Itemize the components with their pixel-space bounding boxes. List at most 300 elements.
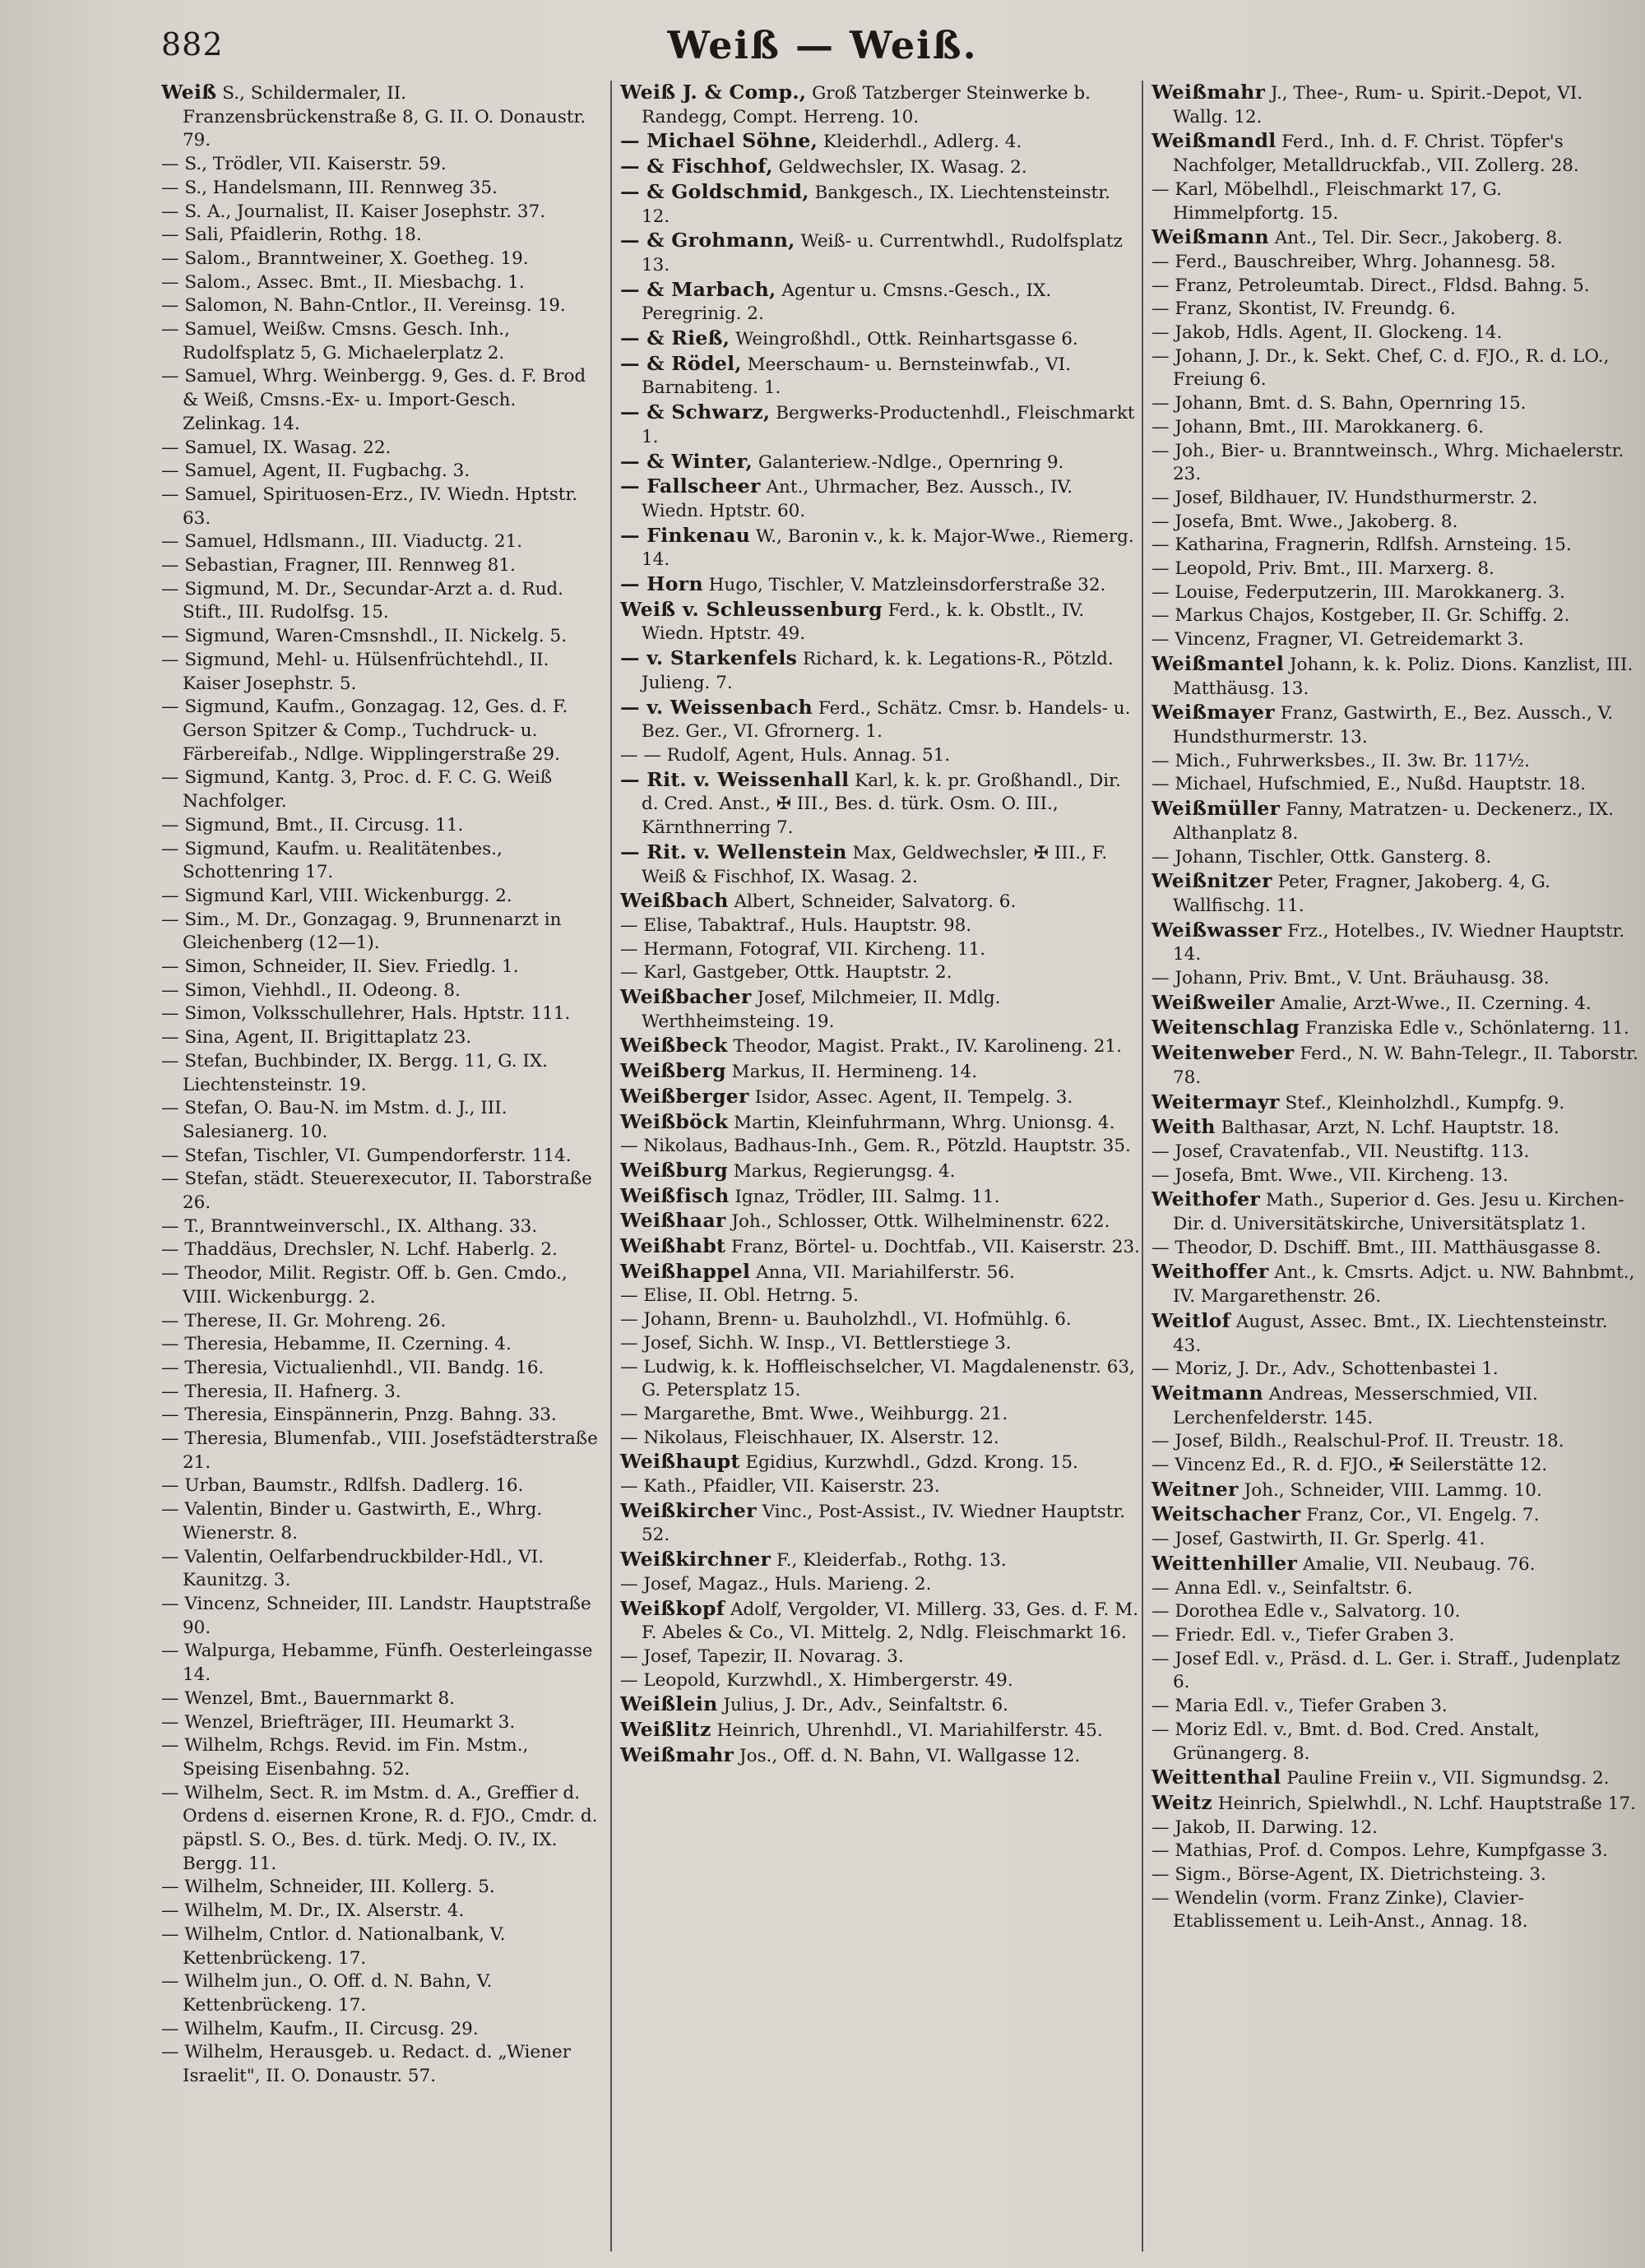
entry-details: Galanteriew.-Ndlge., Opernring 9. [753,451,1064,473]
entry-surname: — Fallscheer [620,474,761,498]
entry-details: Weingroßhdl., Ottk. Reinhartsgasse 6. [730,329,1078,350]
entry-details: — Jakob, II. Darwing. 12. [1152,1817,1378,1838]
directory-entry [161,1215,602,1239]
entry-details: Karl, k. k. pr. Großhandl., Dir. d. Cred. Anst., ✠ III., Bes. d. türk. Osm. O. III., Kärnthnerring 7. [642,770,1121,839]
directory-entry [161,1097,602,1144]
entry-details: — Wilhelm, Cntlor. d. Nationalbank, V. Kettenbrückeng. 17. [161,1923,506,1969]
directory-entry [161,201,602,224]
entry-details: — Dorothea Edle v., Salvatorg. 10. [1152,1601,1461,1622]
entry-surname: Weißmann [1152,225,1269,249]
entry-details: — Wilhelm, Herausgeb. u. Redact. d. „Wiener Israelit", II. O. Donaustr. 57. [161,2042,572,2087]
entry-details: Agentur u. Cmsns.-Gesch., IX. Peregrinig. 2. [642,280,1052,325]
entry-details: — Sali, Pfaidlerin, Rothg. 18. [161,224,422,246]
entry-details: Kleiderhdl., Adlerg. 4. [818,132,1022,153]
entry-surname: — & Goldschmid, [620,179,809,203]
entry-surname: Weißmayer [1152,701,1275,724]
entry-details: — Sigm., Börse-Agent, IX. Dietrichsteing. 3. [1152,1864,1546,1886]
entry-details: — Wilhelm, Schneider, III. Kollerg. 5. [161,1877,495,1898]
entry-details: — Sigmund, Mehl- u. Hülsenfrüchtehdl., II. Kaiser Josephstr. 5. [161,649,549,694]
directory-entry [620,1110,1140,1136]
entry-details: — T., Branntweinverschl., IX. Althang. 33. [161,1215,538,1237]
entry-details: — Markus Chajos, Kostgeber, II. Gr. Schiffg. 2. [1152,605,1570,627]
entry-details: Theodor, Magist. Prakt., IV. Karolineng. 21. [727,1036,1122,1058]
directory-entry [1152,1358,1638,1382]
directory-entry [161,885,602,909]
entry-details: — Josef, Bildhauer, IV. Hundsthurmerstr. 2. [1152,487,1538,508]
directory-entry [620,1209,1140,1234]
directory-entry [1152,225,1638,251]
directory-entry [1152,1260,1638,1308]
entry-details: — Elise, Tabaktraf., Huls. Hauptstr. 98. [620,914,972,936]
directory-entry [620,155,1140,180]
entry-details: — Sigmund, M. Dr., Secundar-Arzt a. d. Rud. Stift., III. Rudolfsg. 15. [161,578,564,623]
entry-surname: Weißlein [620,1692,718,1716]
entry-details: — Ferd., Bauschreiber, Whrg. Johannesg. 58. [1152,251,1556,272]
directory-entry [620,1308,1140,1332]
entry-details: — Samuel, Agent, II. Fugbachg. 3. [161,461,470,482]
directory-entry [1152,392,1638,416]
entry-surname: — v. Weissenbach [620,695,813,719]
entry-surname: Weitschacher [1152,1502,1301,1526]
entry-surname: Weißburg [620,1158,728,1182]
entry-details: — Sigmund, Waren-Cmsnshdl., II. Nickelg. 5. [161,626,568,647]
entry-details: — Josef, Tapezir, II. Novarag. 3. [620,1646,904,1667]
directory-entry [1152,1887,1638,1934]
entry-details: Amalie, VII. Neubaug. 76. [1297,1553,1536,1575]
entry-surname: Weißbacher [620,985,752,1009]
directory-entry [620,938,1140,962]
entry-details: Ferd., N. W. Bahn-Telegr., II. Taborstr. 78. [1173,1044,1638,1088]
entry-details: — Simon, Volksschullehrer, Hals. Hptstr. 111. [161,1003,571,1025]
entry-details: — Samuel, Spirituosen-Erz., IV. Wiedn. Hptstr. 63. [161,484,578,529]
entry-details: — Salom., Branntweiner, X. Goetheg. 19. [161,248,529,269]
entry-surname: Weitlof [1152,1308,1231,1332]
entry-details: — Margarethe, Bmt. Wwe., Weihburgg. 21. [620,1403,1008,1424]
entry-details: — Theresia, Hebamme, II. Czerning. 4. [161,1334,512,1355]
entry-details: — Samuel, Weißw. Cmsns. Gesch. Inh., Rudolfsplatz 5, G. Michaelerplatz 2. [161,319,510,363]
entry-details: — Stefan, städt. Steuerexecutor, II. Taborstraße 26. [161,1169,592,1214]
directory-entry [161,1640,602,1687]
directory-entry [161,1474,602,1498]
directory-entry [161,318,602,365]
entry-details: — Valentin, Oelfarbendruckbilder-Hdl., VI. Kaunitzg. 3. [161,1546,544,1591]
entry-details: Frz., Hotelbes., IV. Wiedner Hauptstr. 14. [1173,920,1625,965]
entry-surname: Weiß v. Schleussenburg [620,597,883,621]
directory-entry [161,696,602,766]
directory-entry [161,2041,602,2088]
directory-entry [161,1262,602,1309]
directory-entry [1152,178,1638,225]
directory-entry [620,1475,1140,1499]
directory-entry [620,1573,1140,1597]
entry-details: Markus, II. Hermineng. 14. [725,1062,978,1083]
entry-surname: Weißmüller [1152,797,1281,821]
directory-entry [1152,345,1638,392]
entry-surname: Weißberg [620,1059,726,1083]
directory-entry [620,840,1140,889]
entry-surname: — & Rödel, [620,351,742,375]
directory-entry [620,646,1140,695]
entry-surname: Weißmantel [1152,651,1285,675]
entry-surname: Weith [1152,1115,1216,1139]
entry-details: — Sigmund, Kantg. 3, Proc. d. F. C. G. Weiß Nachfolger. [161,767,553,812]
column-middle [610,81,1140,2252]
entry-details: — Theresia, Einspännerin, Pnzg. Bahng. 33. [161,1405,557,1426]
entry-surname: — & Winter, [620,449,753,473]
directory-entry [620,1597,1140,1645]
directory-entry [1152,1430,1638,1454]
directory-entry [620,1356,1140,1403]
entry-details: — Simon, Viehhdl., II. Odeong. 8. [161,979,461,1001]
directory-entry [161,1711,602,1735]
directory-entry [1152,1090,1638,1116]
entry-details: Josef, Milchmeier, II. Mdlg. Werthheimsteing. 19. [642,988,1001,1032]
directory-entry [1152,1766,1638,1791]
directory-entry [620,400,1140,449]
directory-entry [161,1876,602,1900]
directory-entry [161,1404,602,1428]
directory-entry [161,248,602,271]
entry-surname: Weißhabt [620,1234,726,1258]
directory-entry [1152,1382,1638,1430]
entry-details: — Franz, Skontist, IV. Freundg. 6. [1152,299,1456,320]
entry-surname: Weißhappel [620,1259,751,1283]
directory-entry [620,985,1140,1034]
entry-details: — Wilhelm, M. Dr., IX. Alserstr. 4. [161,1900,465,1922]
directory-entry [1152,1577,1638,1601]
directory-entry [620,1159,1140,1184]
directory-entry [1152,750,1638,774]
entry-surname: Weißkirchner [620,1548,772,1571]
entry-details: — Josef Edl. v., Präsd. d. L. Ger. i. Straff., Judenplatz 6. [1152,1648,1620,1693]
entry-details: — Louise, Federputzerin, III. Marokkanerg. 3. [1152,581,1565,603]
entry-details: Max, Geldwechsler, ✠ III., F. Weiß & Fischhof, IX. Wasag. 2. [642,842,1108,887]
entry-details: — Johann, Bmt. d. S. Bahn, Opernring 15. [1152,393,1527,414]
entry-details: — Sigmund, Kaufm., Gonzagag. 12, Ges. d. F. Gerson Spitzer & Comp., Tuchdruck- u. Färbereifab., Ndlge. Wipplingerstraße 29. [161,697,568,765]
entry-surname: — v. Starkenfels [620,646,798,670]
entry-details: — Valentin, Binder u. Gastwirth, E., Whrg. Wienerstr. 8. [161,1499,543,1544]
entry-details: F., Kleiderfab., Rothg. 13. [771,1550,1007,1571]
directory-entry [1152,1478,1638,1503]
directory-entry [161,1593,602,1640]
entry-details: Markus, Regierungsg. 4. [727,1160,956,1182]
entry-surname: Weißnitzer [1152,869,1272,893]
entry-surname: Weißmahr [1152,81,1266,104]
entry-surname: Weißbach [620,889,729,913]
entry-details: Stef., Kleinholzhdl., Kumpfg. 9. [1279,1092,1565,1113]
entry-surname: Weitenweber [1152,1041,1295,1065]
directory-entry [161,814,602,838]
directory-entry [161,649,602,696]
directory-entry [161,838,602,885]
page-number: 882 [161,26,224,62]
entry-details: — Wilhelm jun., O. Off. d. N. Bahn, V. Kettenbrückeng. 17. [161,1971,493,2016]
entry-details: — Wilhelm, Rchgs. Revid. im Fin. Mstm., Speising Eisenbahng. 52. [161,1735,529,1780]
entry-details: Isidor, Assec. Agent, II. Tempelg. 3. [748,1086,1073,1108]
entry-details: Hugo, Tischler, V. Matzleinsdorferstraße 32. [702,575,1106,596]
directory-entry [1152,251,1638,275]
entry-details: — Theresia, Blumenfab., VIII. Josefstädterstraße 21. [161,1428,598,1473]
entry-details: Ignaz, Trödler, III. Salmg. 11. [729,1186,1000,1207]
entry-surname: — & Grohmann, [620,229,795,252]
entry-details: — Sebastian, Fragner, III. Rennweg 81. [161,555,516,576]
entry-details: — Kath., Pfaidler, VII. Kaiserstr. 23. [620,1476,940,1497]
entry-details: — Nikolaus, Badhaus-Inh., Gem. R., Pötzld. Hauptstr. 35. [620,1136,1131,1157]
entry-details: — Anna Edl. v., Seinfaltstr. 6. [1152,1577,1413,1599]
directory-entry [620,352,1140,400]
entry-details: — Simon, Schneider, II. Siev. Friedlg. 1. [161,956,519,978]
directory-entry [1152,129,1638,178]
entry-details: — Samuel, Whrg. Weinbergg. 9, Ges. d. F. Brod & Weiß, Cmsns.-Ex- u. Import-Gesch. Zelinkag. 14. [161,366,586,434]
directory-entry [620,1059,1140,1085]
entry-details: — Friedr. Edl. v., Tiefer Graben 3. [1152,1625,1455,1645]
directory-entry [1152,1454,1638,1478]
entry-details: — Mich., Fuhrwerksbes., II. 3w. Br. 117½. [1152,750,1530,771]
entry-surname: Weitermayr [1152,1090,1280,1113]
directory-entry [620,1034,1140,1059]
entry-details: — Wilhelm, Kaufm., II. Circusg. 29. [161,2018,479,2039]
directory-entry [1152,1309,1638,1358]
entry-details: Bankgesch., IX. Liechtensteinstr. 12. [642,182,1110,227]
entry-details: S., Schildermaler, II. Franzensbrückenstraße 8, G. II. O. Donaustr. 79. [183,83,586,151]
entry-surname: — Finkenau [620,523,751,547]
entry-surname: Weißkopf [620,1596,725,1620]
directory-entry [161,1050,602,1097]
entry-details: — Leopold, Kurzwhdl., X. Himbergerstr. 49. [620,1669,1013,1691]
entry-details: Joh., Schlosser, Ottk. Wilhelminenstr. 622. [725,1211,1110,1233]
directory-entry [161,1546,602,1593]
directory-entry [620,450,1140,475]
entry-details: Bergwerks-Productenhdl., Fleischmarkt 1. [642,403,1135,447]
entry-details: — Theresia, Victualienhdl., VII. Bandg. 16. [161,1357,544,1378]
column-right [1142,81,1638,2252]
directory-entry [620,1427,1140,1451]
entry-details: — Josef, Magaz., Huls. Marieng. 2. [620,1573,932,1595]
page-header [0,15,1645,81]
entry-details: — Sigmund, Bmt., II. Circusg. 11. [161,814,464,835]
entry-surname: Weitz [1152,1790,1213,1814]
entry-details: — Moriz, J. Dr., Adv., Schottenbastei 1. [1152,1358,1499,1380]
entry-details: Geldwechsler, IX. Wasag. 2. [772,157,1027,178]
entry-surname: Weitmann [1152,1381,1263,1405]
directory-entry [620,914,1140,938]
directory-entry [161,625,602,649]
entry-details: — Josefa, Bmt. Wwe., Jakoberg. 8. [1152,511,1458,532]
directory-entry [1152,581,1638,605]
entry-surname: Weißmandl [1152,129,1277,153]
entry-surname: — Horn [620,572,703,596]
directory-entry [1152,275,1638,299]
directory-entry [620,889,1140,914]
directory-entry [1152,1237,1638,1261]
entry-details: Ant., k. Cmsrts. Adjct. u. NW. Bahnbmt., IV. Margarethenstr. 26. [1173,1262,1635,1308]
directory-entry [620,524,1140,572]
directory-entry [620,1548,1140,1573]
directory-entry [161,1381,602,1405]
directory-entry [620,1718,1140,1743]
directory-entry [1152,440,1638,487]
entry-details: Ferd., k. k. Obstlt., IV. Wiedn. Hptstr. 49. [642,599,1085,645]
entry-details: — Karl, Möbelhdl., Fleischmarkt 17, G. Himmelpfortg. 15. [1152,178,1502,224]
entry-details: — Wilhelm, Sect. R. im Mstm. d. A., Greffier d. Ordens d. eisernen Krone, R. d. FJO., Cmdr. d. päpstl. S. O., Bes. d. türk. Medj. O. IV., IX. Bergg. 11. [161,1782,598,1874]
entry-details: Joh., Schneider, VIII. Lammg. 10. [1238,1479,1542,1501]
directory-entry [161,484,602,530]
directory-entry [161,554,602,578]
entry-details: Ferd., Inh. d. F. Christ. Töpfer's Nachfolger, Metalldruckfab., VII. Zollerg. 28. [1173,132,1579,177]
entry-details: Johann, k. k. Poliz. Dions. Kanzlist, III. Matthäusg. 13. [1173,654,1633,699]
entry-surname: — & Marbach, [620,277,776,301]
directory-entry [161,1357,602,1381]
entry-details: — Salomon, N. Bahn-Cntlor., II. Vereinsg. 19. [161,295,566,317]
entry-surname: Weißhaar [620,1209,726,1233]
entry-details: — Wendelin (vorm. Franz Zinke), Clavier-Etablissement u. Leih-Anst., Annag. 18. [1152,1887,1528,1932]
entry-surname: — & Schwarz, [620,400,771,424]
entry-surname: — Michael Söhne, [620,129,818,153]
entry-surname: Weißhaupt [620,1450,740,1474]
entry-details: Richard, k. k. Legations-R., Pötzld. Julieng. 7. [642,649,1114,693]
entry-details: — Ludwig, k. k. Hoffleischselcher, VI. Magdalenenstr. 63, G. Petersplatz 15. [620,1356,1135,1401]
directory-entry [161,1238,602,1262]
directory-entry [620,1645,1140,1669]
entry-surname: Weißbeck [620,1034,728,1058]
directory-entry [161,1923,602,1970]
directory-entry [1152,869,1638,918]
entry-details: — Michael, Hufschmied, E., Nußd. Hauptstr. 18. [1152,774,1587,795]
entry-details: — Stefan, Tischler, VI. Gumpendorferstr. 114. [161,1145,572,1166]
directory-entry [1152,487,1638,511]
entry-surname: Weithofer [1152,1187,1261,1211]
directory-entry [620,278,1140,326]
directory-entry [1152,1502,1638,1528]
directory-entry [1152,1817,1638,1840]
entry-details: — Theodor, D. Dschiff. Bmt., III. Matthäusgasse 8. [1152,1237,1601,1258]
entry-details: — Johann, Priv. Bmt., V. Unt. Bräuhausg. 38. [1152,968,1550,989]
directory-entry [161,2018,602,2042]
directory-entry [1152,652,1638,701]
directory-entry [620,229,1140,277]
entry-details: Balthasar, Arzt, N. Lchf. Hauptstr. 18. [1215,1118,1559,1139]
directory-entry [1152,1115,1638,1141]
directory-entry [620,1692,1140,1718]
entry-surname: Weißmahr [620,1743,734,1766]
directory-entry [620,961,1140,985]
entry-details: — Sigmund Karl, VIII. Wickenburgg. 2. [161,885,512,906]
entry-details: — Katharina, Fragnerin, Rdlfsh. Arnsteing. 15. [1152,535,1572,556]
directory-entry [161,271,602,295]
directory-entry [1152,1863,1638,1887]
directory-entry [1152,991,1638,1016]
directory-entry [620,326,1140,352]
entry-details: Pauline Freiin v., VII. Sigmundsg. 2. [1281,1768,1610,1789]
directory-entry [1152,701,1638,749]
directory-entry [161,460,602,484]
entry-details: — Johann, J. Dr., k. Sekt. Chef, C. d. FJO., R. d. LO., Freiung 6. [1152,345,1610,391]
entry-surname: — Rit. v. Weissenhall [620,767,850,791]
directory-entry [1152,1016,1638,1041]
directory-entry [620,1332,1140,1356]
entry-details: — Vincenz, Fragner, VI. Getreidemarkt 3. [1152,629,1524,650]
entry-details: — Josef, Sichh. W. Insp., VI. Bettlerstiege 3. [620,1332,1012,1354]
entry-details: August, Assec. Bmt., IX. Liechtensteinstr. 43. [1173,1311,1608,1356]
directory-entry [161,1310,602,1334]
directory-entry [161,956,602,979]
entry-details: — Sigmund, Kaufm. u. Realitätenbes., Schottenring 17. [161,838,503,883]
directory-entry [1152,773,1638,797]
entry-details: Ant., Uhrmacher, Bez. Aussch., IV. Wiedn. Hptstr. 60. [642,477,1073,521]
entry-details: — Josefa, Bmt. Wwe., VII. Kircheng. 13. [1152,1164,1508,1186]
entry-details: — Wenzel, Bmt., Bauernmarkt 8. [161,1687,455,1709]
directory-entry [620,768,1140,840]
directory-entry [161,1168,602,1215]
directory-entry [161,1428,602,1474]
entry-details: Egidius, Kurzwhdl., Gdzd. Krong. 15. [739,1452,1078,1474]
entry-details: — Urban, Baumstr., Rdlfsh. Dadlerg. 16. [161,1475,524,1497]
directory-entry [161,1970,602,2017]
entry-details: Franz, Börtel- u. Dochtfab., VII. Kaiserstr. 23. [725,1237,1140,1258]
entry-surname: Weittenhiller [1152,1551,1298,1575]
entry-surname: — Rit. v. Wellenstein [620,840,847,863]
entry-details: — Sim., M. Dr., Gonzagag. 9, Brunnenarzt in Gleichenberg (12—1). [161,909,562,954]
directory-entry [1152,628,1638,652]
directory-entry [1152,298,1638,322]
directory-entry [161,365,602,436]
directory-entry [1152,1141,1638,1164]
entry-details: — Stefan, Buchbinder, IX. Bergg. 11, G. IX. Liechtensteinstr. 19. [161,1050,549,1095]
entry-details: — Leopold, Priv. Bmt., III. Marxerg. 8. [1152,558,1494,580]
directory-entry [620,1450,1140,1475]
directory-entry [1152,1187,1638,1236]
entry-details: — Johann, Bmt., III. Marokkanerg. 6. [1152,416,1485,437]
entry-details: — Josef, Bildh., Realschul-Prof. II. Treustr. 18. [1152,1431,1564,1452]
directory-entry [1152,604,1638,628]
entry-details: — Johann, Brenn- u. Bauholzhdl., VI. Hofmühlg. 6. [620,1309,1072,1331]
entry-details: — S., Handelsmann, III. Rennweg 35. [161,177,498,198]
directory-entry [1152,416,1638,440]
entry-surname: Weißkircher [620,1498,757,1522]
directory-entry [620,744,1140,768]
entry-details: — Nikolaus, Fleischhauer, IX. Alserstr. 12. [620,1427,999,1448]
entry-details: — Jakob, Hdls. Agent, II. Glockeng. 14. [1152,322,1503,344]
entry-details: — Johann, Tischler, Ottk. Gansterg. 8. [1152,846,1492,868]
entry-surname: Weiß [161,81,217,104]
entry-details: — Vincenz, Schneider, III. Landstr. Hauptstraße 90. [161,1594,591,1638]
entry-details: Ant., Tel. Dir. Secr., Jakoberg. 8. [1268,228,1563,249]
directory-entry [1152,1624,1638,1648]
directory-entry [161,81,602,153]
directory-entry [1152,1528,1638,1552]
directory-entry [620,1085,1140,1110]
directory-entry [620,598,1140,646]
directory-entry [1152,1600,1638,1624]
entry-details: — Theresia, II. Hafnerg. 3. [161,1381,401,1402]
entry-details: Peter, Fragner, Jakoberg. 4, G. Wallfischg. 11. [1173,872,1550,916]
directory-entry [620,1499,1140,1548]
directory-entry [161,1900,602,1923]
entry-details: Franziska Edle v., Schönlaterng. 11. [1300,1018,1629,1039]
directory-entry [161,1782,602,1877]
directory-entry [161,766,602,813]
entry-details: Heinrich, Spielwhdl., N. Lchf. Hauptstraße 17. [1212,1793,1636,1814]
entry-details: — Elise, II. Obl. Hetrng. 5. [620,1285,859,1307]
entry-details: — — Rudolf, Agent, Huls. Annag. 51. [620,744,951,766]
entry-details: — S. A., Journalist, II. Kaiser Josephstr. 37. [161,201,546,222]
directory-entry [1152,1552,1638,1577]
directory-entry [620,129,1140,155]
directory-entry [620,1743,1140,1769]
entry-details: Math., Superior d. Ges. Jesu u. Kirchen-Dir. d. Universitätskirche, Universitätsplatz 1. [1173,1190,1624,1235]
directory-entry [161,578,602,625]
directory-entry [620,696,1140,744]
